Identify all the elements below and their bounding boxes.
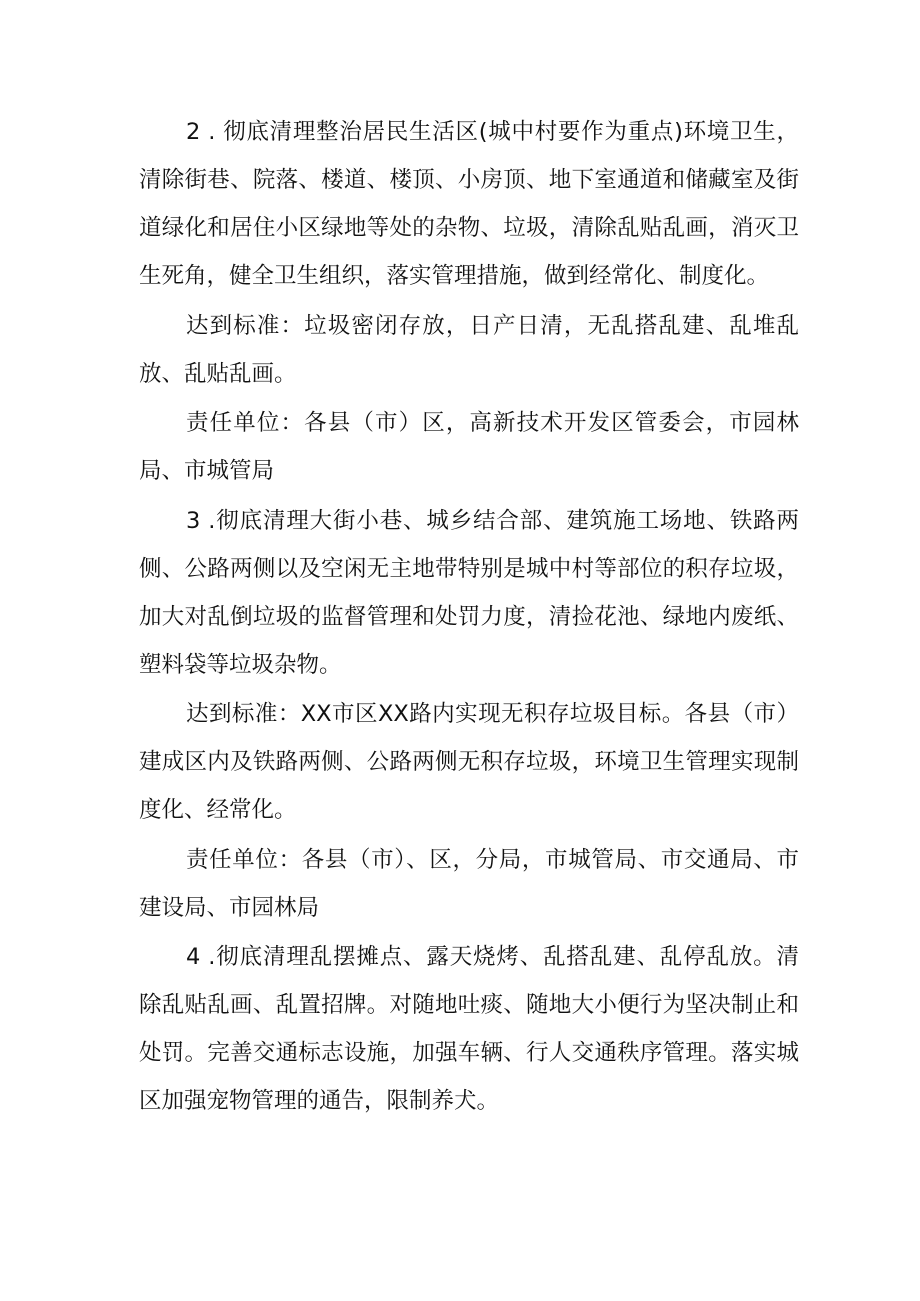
paragraph-responsible-2: 责任单位：各县（市）区，高新技术开发区管委会，市园林局、市城管局 xyxy=(139,410,799,484)
paragraph-standard-2: 达到标准：垃圾密闭存放，日产日清，无乱搭乱建、乱堆乱放、乱贴乱画。 xyxy=(139,312,799,387)
paragraph-item-2: 2 . 彻底清理整治居民生活区(城中村要作为重点)环境卫生，清除街巷、院落、楼道、楼顶、小房顶、地下室通道和储藏室及街道绿化和居住小区绿地等处的杂物、垃圾，清除乱贴乱画，消灭卫生死角，健全卫生组织，落实管理措施，做到经常化、制度化。 xyxy=(139,119,799,289)
paragraph-responsible-3: 责任单位：各县（市）、区，分局，市城管局、市交通局、市建设局、市园林局 xyxy=(139,846,799,921)
paragraph-standard-3: 达到标准：XX市区XX路内实现无积存垃圾目标。各县（市）建成区内及铁路两侧、公路两侧无积存垃圾，环境卫生管理实现制度化、经常化。 xyxy=(139,701,799,823)
paragraph-item-3: 3 .彻底清理大街小巷、城乡结合部、建筑施工场地、铁路两侧、公路两侧以及空闲无主地带特别是城中村等部位的积存垃圾，加大对乱倒垃圾的监督管理和处罚力度，清捡花池、绿地内废纸、塑料袋等垃圾杂物。 xyxy=(139,507,799,678)
paragraph-item-4: 4 .彻底清理乱摆摊点、露天烧烤、乱搭乱建、乱停乱放。清除乱贴乱画、乱置招牌。对随地吐痰、随地大小便行为坚决制止和处罚。完善交通标志设施，加强车辆、行人交通秩序管理。落实城区加强宠物管理的通告，限制养犬。 xyxy=(139,944,799,1114)
document-body xyxy=(139,108,799,1127)
